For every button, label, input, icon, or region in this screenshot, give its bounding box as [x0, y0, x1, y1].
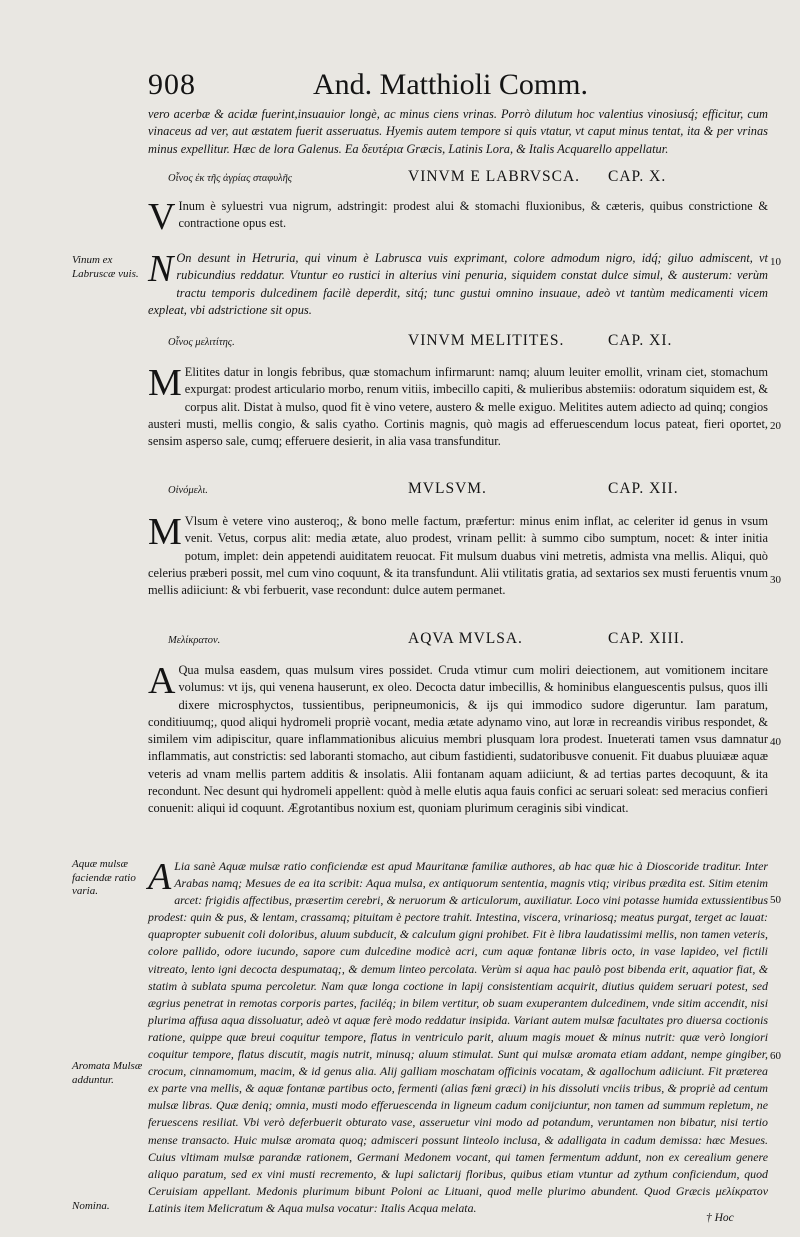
- line-number: 50: [770, 894, 781, 906]
- margin-note: Nomina.: [72, 1200, 110, 1212]
- paragraph-text: On desunt in Hetruria, qui vinum è Labrusca vuis exprimant, colore admodum nigro, idq́; giluo admiscent, vt rubicundius reddatur. Vtuntur eo rustici in alterius vini penuria, siquidem constat dulce simul, & austerum: verùm tractu temporis dulcedinem facilè deperdit, sitq́; tunc gustui omnino insuaue, adeò vt tantùm medicamenti vicem expleat, vbi adstrictione sit opus.: [148, 251, 768, 317]
- chapter-greek-title: Οἰνόμελι.: [168, 485, 208, 496]
- drop-initial: A: [148, 856, 172, 898]
- line-number: 60: [770, 1050, 781, 1062]
- line-number: 20: [770, 420, 781, 432]
- running-title: And. Matthioli Comm.: [313, 68, 589, 101]
- paragraph-text: Lia sanè Aquæ mulsæ ratio conficiendæ est apud Mauritanæ familiæ authores, ab hac quæ hic à Dioscoride traditur. Inter Arabas namq; Mesues de ea ita scribit: Aqua mulsa, ex antiquorum sententia, magnis vtiq; viribus prædita est. Sitim etenim arcet: frigidis affectibus, præsertim cerebri, & neruorum & articulorum, auxiliatur. Loco vini potasse humida extussientibus prodest: quin & pus, & lentam, crassamq; pituitam è pectore trahit. Intestina, viscera, vrinariosq; meatus purgat, terget ac lauat: quapropter subuenit coli doloribus, aluum subducit, & calculum gigni prohibet. Fit è libra laudatissimi mellis, non tamen veteris, colore pallido, odore iucundo, sapore cum dulcedine modicè acri, cum aquæ fontanæ libris octo, in vase lapideo, vel fictili vitreato, lento igni decocta despumataq;, & demum linteo percolata. Verùm si aqua hac paulò post bibenda erit, aquatior fiat, & statim à sublata spuma percoletur. Nam quæ longa coctione in lapij consistentiam acquirit, diutius quidem seruari potest, sed ægrius penetrat in remotas corporis partes, faciléq; in bilem vertitur, ob suam exuperantem dulcedinem, vnde sitim accendit, nisi plurima affusa aqua dissoluatur, adeò vt aquæ ferè modo reddatur insipida. Variant autem mulsæ facultates pro diuersa coctionis ratione, quippe quæ breui coquitur tempore, flatus in ventriculo parit, aluum magis mouet & minus nutrit: quæ verò longiori coquitur tempore, flatus discutit, magis nutrit, minusq; aluum stimulat. Sunt qui mulsæ aromata etiam addant, nempe gingiber, crocum, cinnamomum, macim, & id genus alia. Alij galliam moschatam officinis vocatam, & agallochum adiiciunt. Fit præterea ex parte vna mellis, & aquæ fontanæ partibus octo, fermenti (alias fœni græci) in his dissoluti vnciis tribus, & propriè ad centum mulsæ libras. Quæ deniq; omnia, musti modo efferuescenda in ligneum cadum conijciuntur, non tamen ad summum repletum, ne feruescens resiliat. Vbi verò deferbuerit obturato vase, asseruetur vini modo ad potandum, veruntamen non bibatur, nisi tertio mense transacto. Huic mulsæ aromata quoq; admisceri possunt linteolo inclusa, & adalligata in cadum demissa: hæc Mesues. Cuius vltimam mulsæ parandæ rationem, Germani Medonem vocant, qui tamen fermentum addunt, non ex cerealium genere aliquo paratum, sed ex vini musti recremento, & lupi salictarij floribus, quibus etiam vtuntur ad zythum conficiendum, quod Ceruisiam appellant. Medonis plurimum bibunt Poloni ac Lituani, quod melle plurimo abundent. Quod Græcis μελίκρατον Latinis item Melicratum & Aqua mulsa vocatur: Italis Acqua melata.: [148, 859, 768, 1215]
- paragraph-labrusca-dioscorides: [148, 196, 768, 238]
- drop-initial: M: [148, 511, 182, 553]
- catchword: † Hoc: [706, 1212, 734, 1224]
- line-number: 30: [770, 574, 781, 586]
- margin-note: Vinum ex Labruscæ vuis.: [72, 254, 139, 280]
- chapter-heading-xiii: [148, 630, 768, 652]
- paragraph-aqua-mulsa-dioscorides: [148, 662, 768, 818]
- chapter-title: AQVA MVLSA.: [408, 630, 523, 647]
- paragraph-melitites: [148, 364, 768, 450]
- drop-initial: V: [148, 196, 176, 238]
- running-header: [148, 68, 648, 104]
- paragraph-text: Qua mulsa easdem, quas mulsum vires possidet. Cruda vtimur cum moliri deiectionem, aut vomitionem incitare volumus: vt ijs, qui venena hauserunt, ex oleo. Decocta datur imbecillis, & hominibus elanguescentis pulsus, quos illi dixere microsphyctos, tussientibus, peripneumonicis, & ijs qui immodico sudore digeruntur. Iam paratum, conditiuumq;, quod aliqui hydromeli propriè vocant, media ætate adynamo vino, aut loræ in recreandis viribus respondet, & similem vim adipiscitur, quare inflammationibus alicuius membri plusquam lora prodest. Inueterati tamen vsus damnatur inflammatis, aut constrictis: sed laboranti stomacho, aut cibum fastidienti, sudatoribusve conuenit. Fit duabus pluuiææ aquæ veteris ad vnam mellis partem additis & insolatis. Alii fontanam aquam adiiciunt, & ad tertias partes decoquunt, & ita recondunt. Nec desunt qui hydromeli appellent: quòd à melle elutis aqua fauis confici ac seruari soleat: sed meracius confieri conuenit: aliqui id coquunt. Ægrotantibus noxium est, quoniam plurimum ceraginis sibi vindicat.: [148, 663, 768, 816]
- drop-initial: A: [148, 660, 176, 702]
- page-number: 908: [148, 68, 196, 101]
- line-number: 40: [770, 736, 781, 748]
- chapter-title: VINVM MELITITES.: [408, 332, 565, 349]
- chapter-heading-xi: [148, 332, 768, 354]
- chapter-heading-xii: [148, 480, 768, 502]
- chapter-greek-title: Οἶνος μελιτίτης.: [168, 337, 235, 348]
- chapter-number: CAP. XIII.: [608, 630, 685, 647]
- chapter-greek-title: Μελίκρατον.: [168, 635, 221, 646]
- chapter-greek-title: Οἶνος ἐκ τῆς ἀγρίας σταφυλῆς: [168, 173, 293, 184]
- chapter-number: CAP. X.: [608, 168, 667, 185]
- chapter-title: VINVM E LABRVSCA.: [408, 168, 581, 185]
- paragraph-text: Vlsum è vetere vino austeroq;, & bono melle factum, præfertur: minus enim inflat, ac celeriter id genus in vsum venit. Vetus, corpus alit: media ætate, aluo prodest, vrinam pellit: à summo cibo sumptum, nocet: & inter initia potum, implet: dein appetendi auiditatem reuocat. Fit mulsum duabus vini metretis, admista vna mellis. Aliqui, quò celerius præberi possit, mel cum vino coquunt, & ita transfundunt. Alii vtilitatis gratia, ad sextarios sex musti feruentis vnum mellis adiiciunt: & vbi ferbuerit, vase recondunt: dulce autem permanet.: [148, 514, 768, 598]
- drop-initial: N: [148, 248, 174, 290]
- paragraph-labrusca-commentary: [148, 250, 768, 319]
- margin-note: Aromata Mulsæ adduntur.: [72, 1060, 143, 1086]
- chapter-heading-x: [148, 168, 768, 190]
- paragraph-text: Elitites datur in longis febribus, quæ stomachum infirmarunt: namq; aluum leuiter emollit, vrinam ciet, stomachum expurgat: prodest articulario morbo, renum vitiis, imbecillo capiti, & mulieribus abstemiis: odoratum siquidem est, & corpus alit. Distat à mulso, quod fit è vino vetere, austero & melle exiguo. Melitites autem adiecto ad quinq; congios austeri musti, mellis congio, & salis cyatho. Cortinis magnis, quò magis ad efferuescendum locus pateat, fieri oportet, sensim asperso sale, cumq; efferuere desierit, in alia vasa transfunditur.: [148, 365, 768, 449]
- chapter-title: MVLSVM.: [408, 480, 487, 497]
- margin-note: Aquæ mulsæ faciendæ ratio varia.: [72, 858, 136, 897]
- intro-paragraph: vero acerbæ & acidæ fuerint,insuauior longè, ac minus ciens vrinas. Porrò dilutum hoc valentius vinosiusq́; efficitur, cum vinaceus ad ver, aut æstatem fuerit asseruatus. Hyemis autem tempore si quis vtatur, vt caput minus tentat, ita & per vrinas minus expellitur. Hæc de lora Galenus. Ea δευτέρια Græcis, Latinis Lora, & Italis Acquarello appellatur.: [148, 107, 768, 156]
- chapter-number: CAP. XI.: [608, 332, 673, 349]
- paragraph-mulsum: [148, 513, 768, 599]
- paragraph-aqua-mulsa-commentary: [148, 858, 768, 1217]
- chapter-number: CAP. XII.: [608, 480, 679, 497]
- line-number: 10: [770, 256, 781, 268]
- drop-initial: M: [148, 362, 182, 404]
- paragraph-text: Inum è syluestri vua nigrum, adstringit: prodest alui & stomachi fluxionibus, & cæteris, quibus constrictione & contractione opus est.: [178, 199, 768, 231]
